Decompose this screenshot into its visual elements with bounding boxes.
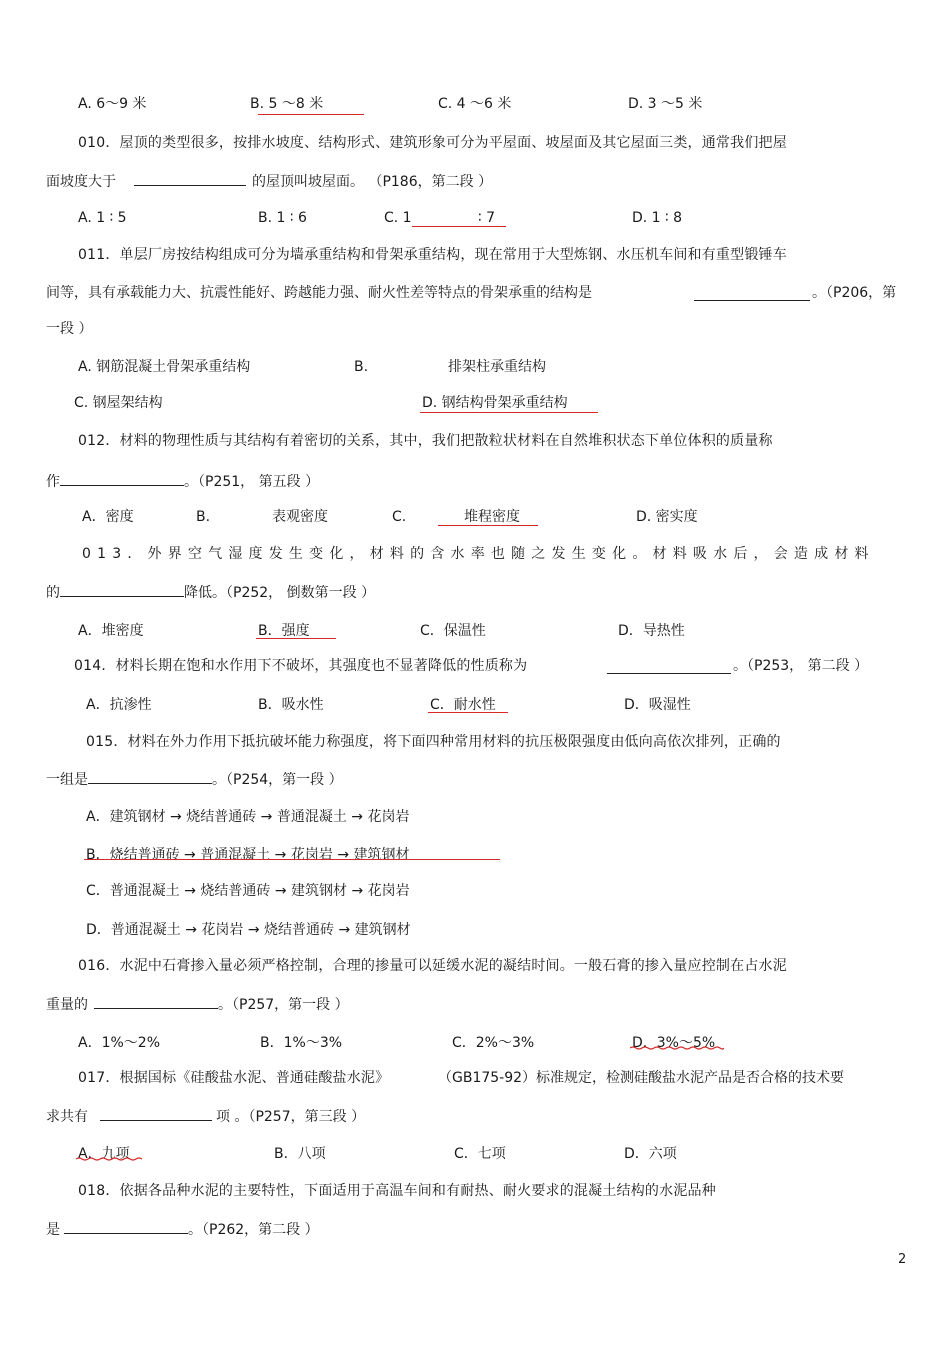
answer-blank	[64, 1219, 188, 1234]
question-text: 017．根据国标《硅酸盐水泥、普通硅酸盐水泥》	[78, 1070, 390, 1086]
option-a: A. 6～9 米	[78, 96, 147, 112]
answer-underline	[256, 638, 336, 639]
option-b: B．强度	[258, 623, 310, 639]
question-text: 016．水泥中石膏掺入量必须严格控制，合理的掺量可以延缓水泥的凝结时间。一般石膏的掺入量应控制在占水泥	[78, 958, 787, 974]
option-c: C. 钢屋架结构	[74, 395, 163, 411]
option-a: A. 1 ∶ 5	[78, 210, 127, 226]
answer-blank	[60, 471, 184, 486]
option-a: A．堆密度	[78, 623, 144, 639]
answer-underline	[438, 525, 538, 526]
option-c: 堆程密度	[464, 509, 520, 525]
option-b: 表观密度	[272, 509, 328, 525]
option-d: D．吸湿性	[624, 697, 691, 713]
option-b: B. 1 ∶ 6	[258, 210, 307, 226]
option-b: B．烧结普通砖 → 普通混凝土 → 花岗岩 → 建筑钢材	[86, 847, 410, 863]
option-a: A．密度	[82, 509, 134, 525]
question-text: 011．单层厂房按结构组成可分为墙承重结构和骨架承重结构，现在常用于大型炼钢、水压机车间和有重型锻锤车	[78, 247, 787, 263]
option-d: D. 钢结构骨架承重结构	[422, 395, 568, 411]
answer-blank	[60, 582, 184, 597]
question-text: 013．外界空气湿度发生变化，材料的含水率也随之发生变化。材料吸水后，会造成材料	[82, 546, 875, 562]
answer-underline	[428, 712, 508, 713]
option-c: C．保温性	[420, 623, 486, 639]
option-d: D．六项	[624, 1146, 677, 1162]
answer-blank	[607, 659, 731, 674]
option-a: A. 钢筋混凝土骨架承重结构	[78, 359, 251, 375]
option-a: A．建筑钢材 → 烧结普通砖 → 普通混凝土 → 花岗岩	[86, 809, 410, 825]
option-b-letter: B.	[196, 509, 211, 525]
option-c: C．普通混凝土 → 烧结普通砖 → 建筑钢材 → 花岗岩	[86, 883, 410, 899]
question-text: 012．材料的物理性质与其结构有着密切的关系，其中，我们把散粒状材料在自然堆积状态下单位体积的质量称	[78, 433, 773, 449]
option-c: C．2%～3%	[452, 1035, 535, 1051]
question-text: 的 降低。（P252， 倒数第一段 ）	[46, 582, 375, 602]
option-b: B．1%～3%	[260, 1035, 343, 1051]
question-text: 求共有 项 。（P257，第三段 ）	[46, 1106, 365, 1126]
answer-blank	[694, 286, 810, 301]
option-c: C. 1	[384, 210, 412, 226]
question-text: 。（P206，第	[812, 285, 897, 301]
answer-blank	[88, 769, 212, 784]
answer-underline	[76, 1157, 142, 1161]
option-c-letter: C.	[392, 509, 407, 525]
option-d: D．普通混凝土 → 花岗岩 → 烧结普通砖 → 建筑钢材	[86, 922, 411, 938]
answer-underline	[420, 412, 598, 413]
page-number: 2	[898, 1252, 907, 1267]
option-b: B．八项	[274, 1146, 326, 1162]
option-b: B．吸水性	[258, 697, 324, 713]
answer-blank	[94, 994, 218, 1009]
question-text: 015．材料在外力作用下抵抗破坏能力称强度，将下面四种常用材料的抗压极限强度由低向高依次排列，正确的	[86, 734, 781, 750]
question-text: 一段 ）	[46, 321, 93, 337]
question-text: 重量的 。（P257，第一段 ）	[46, 994, 349, 1014]
answer-underline	[258, 114, 364, 115]
question-text: 是 。（P262，第二段 ）	[46, 1219, 319, 1239]
question-text: 作 。（P251， 第五段 ）	[46, 471, 319, 491]
option-d: D. 3 ～5 米	[628, 96, 703, 112]
option-c-ratio: ∶ 7	[478, 210, 496, 226]
answer-blank	[134, 171, 246, 186]
question-text: （GB175-92）标准规定，检测硅酸盐水泥产品是否合格的技术要	[438, 1070, 845, 1086]
answer-underline	[412, 226, 506, 227]
option-c: C. 4 ～6 米	[438, 96, 512, 112]
question-text: 014．材料长期在饱和水作用下不破坏，其强度也不显著降低的性质称为	[74, 658, 528, 674]
option-b-letter: B.	[354, 359, 369, 375]
answer-underline	[630, 1046, 724, 1050]
question-text: 一组是 。（P254，第一段 ）	[46, 769, 343, 789]
option-c: C．耐水性	[430, 697, 496, 713]
question-text: 018．依据各品种水泥的主要特性，下面适用于高温车间和有耐热、耐火要求的混凝土结构的水泥品种	[78, 1183, 716, 1199]
question-text: 面坡度大于 的屋顶叫坡屋面。 （P186，第二段 ）	[46, 171, 492, 191]
option-d: D. 1 ∶ 8	[632, 210, 683, 226]
question-text: 间等，具有承载能力大、抗震性能好、跨越能力强、耐火性差等特点的骨架承重的结构是	[46, 285, 592, 301]
option-d: D. 密实度	[636, 509, 698, 525]
question-text: 010．屋顶的类型很多，按排水坡度、结构形式、建筑形象可分为平屋面、坡屋面及其它屋面三类，通常我们把屋	[78, 135, 787, 151]
question-text: 。（P253， 第二段 ）	[733, 658, 869, 674]
option-a: A．抗渗性	[86, 697, 152, 713]
option-d: D．3%～5%	[632, 1035, 716, 1051]
answer-underline	[84, 859, 500, 860]
option-c: C．七项	[454, 1146, 506, 1162]
option-b: B. 5 ～8 米	[250, 96, 324, 112]
option-b: 排架柱承重结构	[448, 359, 546, 375]
option-d: D．导热性	[618, 623, 685, 639]
option-a: A．1%～2%	[78, 1035, 160, 1051]
option-a: A．九项	[78, 1146, 130, 1162]
answer-blank	[100, 1106, 212, 1121]
